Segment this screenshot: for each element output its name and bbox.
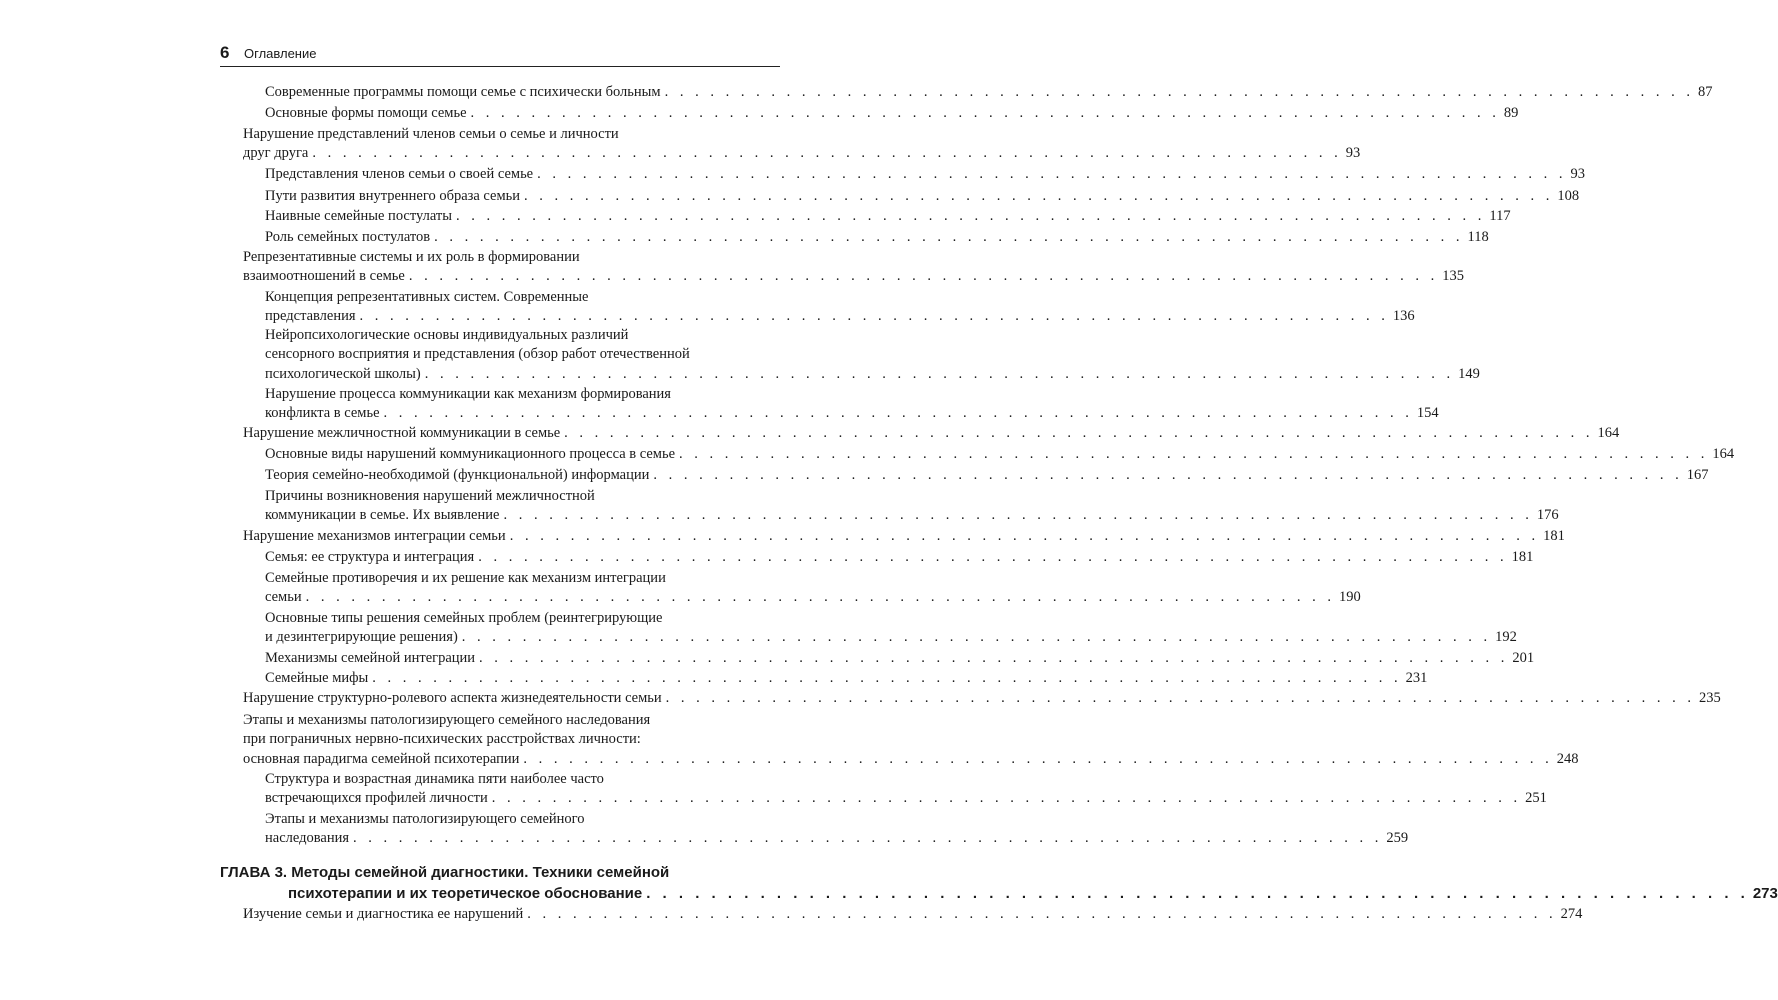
- toc-entry-title: Теория семейно-необходимой (функциональной) информации: [265, 467, 650, 483]
- toc-entry: [265, 810, 1409, 849]
- toc-entry-title: представления: [265, 308, 356, 325]
- toc-entry: [265, 288, 1415, 327]
- toc-page-number: 235: [1699, 690, 1721, 706]
- toc-entry-title: Семейные противоречия и их решение как механизм интеграции: [265, 570, 666, 586]
- dot-leader: . . . . . . . . . . . . . . . . . . . . . . . . . . . . . . . . . . . . . . . . . . . . . . . . . . . . . . . . . . . . . . . . . . . .: [424, 365, 1455, 382]
- toc-page-number: 274: [1560, 906, 1583, 922]
- dot-leader: . . . . . . . . . . . . . . . . . . . . . . . . . . . . . . . . . . . . . . . . . . . . . . . . . . . . . . . . . . . . . . . . . . . .: [456, 208, 1486, 224]
- toc-page-number: 93: [1570, 166, 1585, 182]
- dot-leader: . . . . . . . . . . . . . . . . . . . . . . . . . . . . . . . . . . . . . . . . . . . . . . . . . . . . . . . . . . . . . . . . . . . .: [503, 507, 1533, 524]
- dot-leader: . . . . . . . . . . . . . . . . . . . . . . . . . . . . . . . . . . . . . . . . . . . . . . . . . . . . . . . . . . . . . . . . . . . .: [461, 629, 1492, 646]
- toc-entry-title: Нарушение структурно-ролевого аспекта жизнедеятельности семьи: [243, 690, 662, 706]
- toc-entry-title: встречающихся профилей личности: [265, 790, 488, 807]
- dot-leader: . . . . . . . . . . . . . . . . . . . . . . . . . . . . . . . . . . . . . . . . . . . . . . . . . . . . . . . . . . . . . . . . . . . .: [653, 467, 1683, 483]
- toc-entry: [243, 527, 1565, 546]
- toc-entry-title: Представления членов семьи о своей семье: [265, 166, 534, 182]
- toc-entry-title: друг друга: [243, 145, 309, 162]
- toc-entry: [265, 466, 1709, 485]
- toc-page-number: 231: [1405, 670, 1428, 686]
- toc-page-number: 164: [1597, 425, 1620, 441]
- toc-entry-title: основная парадигма семейной психотерапии: [243, 750, 520, 767]
- toc-page-number: 192: [1495, 629, 1517, 646]
- toc-entry-title: Семейные мифы: [265, 670, 369, 686]
- dot-leader: . . . . . . . . . . . . . . . . . . . . . . . . . . . . . . . . . . . . . . . . . . . . . . . . . . . . . . . . . . . . . . . . . . . .: [564, 425, 1594, 441]
- toc-entry: [265, 187, 1580, 206]
- toc-entry-title: Наивные семейные постулаты: [265, 208, 452, 224]
- toc-page-number: 117: [1489, 208, 1511, 224]
- toc-entry-title: Основные виды нарушений коммуникационного процесса в семье: [265, 446, 676, 462]
- dot-leader: . . . . . . . . . . . . . . . . . . . . . . . . . . . . . . . . . . . . . . . . . . . . . . . . . . . . . . . . . . . . . . . . . . . .: [305, 589, 1335, 606]
- toc-entry-title: Нарушение механизмов интеграции семьи: [243, 528, 506, 544]
- toc-entry-title: коммуникации в семье. Их выявление: [265, 507, 500, 524]
- toc-entry-title: и дезинтегрирующие решения): [265, 629, 458, 646]
- toc-page-number: 93: [1345, 145, 1361, 162]
- toc-entry-title: Причины возникновения нарушений межличностной: [265, 488, 595, 504]
- toc-entry-title: Основные типы решения семейных проблем (реинтегрирующие: [265, 610, 663, 626]
- dot-leader: . . . . . . . . . . . . . . . . . . . . . . . . . . . . . . . . . . . . . . . . . . . . . . . . . . . . . . . . . . . . . . . . . . . .: [478, 549, 1508, 565]
- dot-leader: . . . . . . . . . . . . . . . . . . . . . . . . . . . . . . . . . . . . . . . . . . . . . . . . . . . . . . . . . . . . . . . . . . . .: [470, 105, 1500, 121]
- toc-page-number: 149: [1458, 365, 1480, 382]
- toc-entry: [265, 669, 1428, 688]
- toc-entry-title: Механизмы семейной интеграции: [265, 650, 476, 666]
- toc-entry: [265, 445, 1735, 464]
- toc-entry-title: Структура и возрастная динамика пяти наиболее часто: [265, 771, 604, 787]
- toc-page-number: 251: [1525, 790, 1547, 807]
- toc-entry-title: психотерапии и их теоретическое обоснование: [288, 885, 643, 902]
- toc-entry: [265, 649, 1535, 668]
- toc-page-number: 176: [1536, 507, 1559, 524]
- toc-entry-title: Нейропсихологические основы индивидуальных различий: [265, 327, 629, 343]
- toc-page-number: 118: [1467, 229, 1489, 245]
- dot-leader: . . . . . . . . . . . . . . . . . . . . . . . . . . . . . . . . . . . . . . . . . . . . . . . . . . . . . . . . . . . . . . . . . . . .: [359, 308, 1389, 325]
- toc-entry-title: Нарушение межличностной коммуникации в семье: [243, 425, 561, 441]
- dot-leader: . . . . . . . . . . . . . . . . . . . . . . . . . . . . . . . . . . . . . . . . . . . . . . . . . . . . . . . . . . . . . . . . . . . .: [372, 670, 1402, 686]
- toc-entry-title: Основные формы помощи семье: [265, 105, 467, 121]
- toc-page-number: 164: [1712, 446, 1735, 462]
- toc-page-number: 89: [1503, 105, 1519, 121]
- toc-entry-title: Нарушение процесса коммуникации как механизм формирования: [265, 386, 671, 402]
- dot-leader: . . . . . . . . . . . . . . . . . . . . . . . . . . . . . . . . . . . . . . . . . . . . . . . . . . . . . . . . . . . . . . . . . . . .: [665, 690, 1696, 706]
- toc-entry: [265, 770, 1547, 809]
- toc-page-number: 181: [1511, 549, 1534, 565]
- toc-entry-title: конфликта в семье: [265, 405, 380, 422]
- toc-entry: [243, 905, 1583, 924]
- toc-entry: [243, 689, 1721, 708]
- toc-page-number: 135: [1442, 268, 1464, 285]
- toc-page-number: 136: [1392, 308, 1415, 325]
- toc-entry-title: взаимоотношений в семье: [243, 268, 405, 285]
- toc-page-number: 190: [1338, 589, 1361, 606]
- toc-entry: [265, 326, 1480, 384]
- dot-leader: . . . . . . . . . . . . . . . . . . . . . . . . . . . . . . . . . . . . . . . . . . . . . . . . . . . . . . . . . . . . . . . . . . . .: [679, 446, 1709, 462]
- page-number: 6: [220, 43, 230, 62]
- toc-entry: [265, 207, 1511, 226]
- toc-entry-title: Нарушение представлений членов семьи о семье и личности: [243, 126, 619, 142]
- toc-entry-title: Концепция репрезентативных систем. Современные: [265, 289, 589, 305]
- dot-leader: . . . . . . . . . . . . . . . . . . . . . . . . . . . . . . . . . . . . . . . . . . . . . . . . . . . . . . . . . . . . . . . . . . . .: [664, 84, 1694, 100]
- toc-entry-title: Роль семейных постулатов: [265, 229, 431, 245]
- toc-entry-title: сенсорного восприятия и представления (обзор работ отечественной: [265, 346, 690, 363]
- toc-entry-title: Современные программы помощи семье с психически больным: [265, 84, 661, 100]
- dot-leader: . . . . . . . . . . . . . . . . . . . . . . . . . . . . . . . . . . . . . . . . . . . . . . . . . . . . . . . . . . . . . . . . . . . .: [527, 906, 1557, 922]
- toc-entry: [265, 165, 1585, 184]
- dot-leader: . . . . . . . . . . . . . . . . . . . . . . . . . . . . . . . . . . . . . . . . . . . . . . . . . . . . . . . . . . . . . . . . . . . .: [312, 145, 1342, 162]
- toc-entry-title: ГЛАВА 3. Методы семейной диагностики. Техники семейной: [220, 864, 670, 881]
- toc-chapter: [220, 862, 1778, 904]
- toc-entry-title: Семья: ее структура и интеграция: [265, 549, 475, 565]
- dot-leader: . . . . . . . . . . . . . . . . . . . . . . . . . . . . . . . . . . . . . . . . . . . . . . . . . . . . . . . . . . . . . . . . . . . .: [383, 405, 1413, 422]
- toc-entry: [265, 385, 1439, 424]
- dot-leader: . . . . . . . . . . . . . . . . . . . . . . . . . . . . . . . . . . . . . . . . . . . . . . . . . . . . . . . . . . . . . . . . . . . .: [434, 229, 1464, 245]
- toc-page-number: 201: [1512, 650, 1535, 666]
- toc-page-number: 259: [1386, 830, 1409, 847]
- dot-leader: . . . . . . . . . . . . . . . . . . . . . . . . . . . . . . . . . . . . . . . . . . . . . . . . . . . . . . . . . . . . . . . . . . . .: [479, 650, 1509, 666]
- toc-entry: [265, 569, 1361, 608]
- toc-page-number: 87: [1697, 84, 1713, 100]
- toc-entry: [243, 711, 1579, 769]
- dot-leader: . . . . . . . . . . . . . . . . . . . . . . . . . . . . . . . . . . . . . . . . . . . . . . . . . . . . . . . . . . . . . . . . . . . .: [523, 750, 1553, 767]
- dot-leader: . . . . . . . . . . . . . . . . . . . . . . . . . . . . . . . . . . . . . . . . . . . . . . . . . . . . . . . . . . . . . . . . . . . .: [408, 268, 1439, 285]
- toc-entry: [243, 248, 1464, 287]
- toc-page-number: 248: [1556, 750, 1579, 767]
- toc-page-number: 181: [1543, 528, 1565, 544]
- toc-entry-title: Изучение семьи и диагностика ее нарушений: [243, 906, 524, 922]
- toc-page-number: 167: [1686, 467, 1709, 483]
- toc-page-number: 108: [1557, 188, 1580, 204]
- toc-page-number: 154: [1416, 405, 1439, 422]
- toc-entry-title: наследования: [265, 830, 350, 847]
- running-title: Оглавление: [244, 46, 317, 61]
- toc-page-number: 273: [1752, 885, 1778, 902]
- toc-entry-title: при пограничных нервно-психических расстройствах личности:: [243, 731, 641, 748]
- toc-entry-title: психологической школы): [265, 365, 421, 382]
- toc-entry: [243, 424, 1620, 443]
- toc-entry: [265, 487, 1559, 526]
- dot-leader: . . . . . . . . . . . . . . . . . . . . . . . . . . . . . . . . . . . . . . . . . . . . . . . . . . . . . . . . . . . . . . . . . . . .: [646, 885, 1749, 902]
- dot-leader: . . . . . . . . . . . . . . . . . . . . . . . . . . . . . . . . . . . . . . . . . . . . . . . . . . . . . . . . . . . . . . . . . . . .: [491, 790, 1522, 807]
- toc-entry-title: Репрезентативные системы и их роль в формировании: [243, 249, 580, 265]
- toc-entry: [265, 548, 1534, 567]
- toc-entry-title: Этапы и механизмы патологизирующего семейного наследования: [243, 712, 651, 728]
- toc-entry-title: семьи: [265, 589, 302, 606]
- dot-leader: . . . . . . . . . . . . . . . . . . . . . . . . . . . . . . . . . . . . . . . . . . . . . . . . . . . . . . . . . . . . . . . . . . . .: [353, 830, 1383, 847]
- toc-entry-title: Этапы и механизмы патологизирующего семейного: [265, 811, 585, 827]
- toc-entry: [265, 609, 1517, 648]
- toc-entry: [265, 104, 1519, 123]
- toc-entry-title: Пути развития внутреннего образа семьи: [265, 188, 521, 204]
- toc-entry: [265, 83, 1713, 102]
- dot-leader: . . . . . . . . . . . . . . . . . . . . . . . . . . . . . . . . . . . . . . . . . . . . . . . . . . . . . . . . . . . . . . . . . . . .: [524, 188, 1554, 204]
- toc-entry: [265, 228, 1489, 247]
- dot-leader: . . . . . . . . . . . . . . . . . . . . . . . . . . . . . . . . . . . . . . . . . . . . . . . . . . . . . . . . . . . . . . . . . . . .: [537, 166, 1567, 182]
- dot-leader: . . . . . . . . . . . . . . . . . . . . . . . . . . . . . . . . . . . . . . . . . . . . . . . . . . . . . . . . . . . . . . . . . . . .: [509, 528, 1540, 544]
- toc-entry: [243, 125, 1361, 164]
